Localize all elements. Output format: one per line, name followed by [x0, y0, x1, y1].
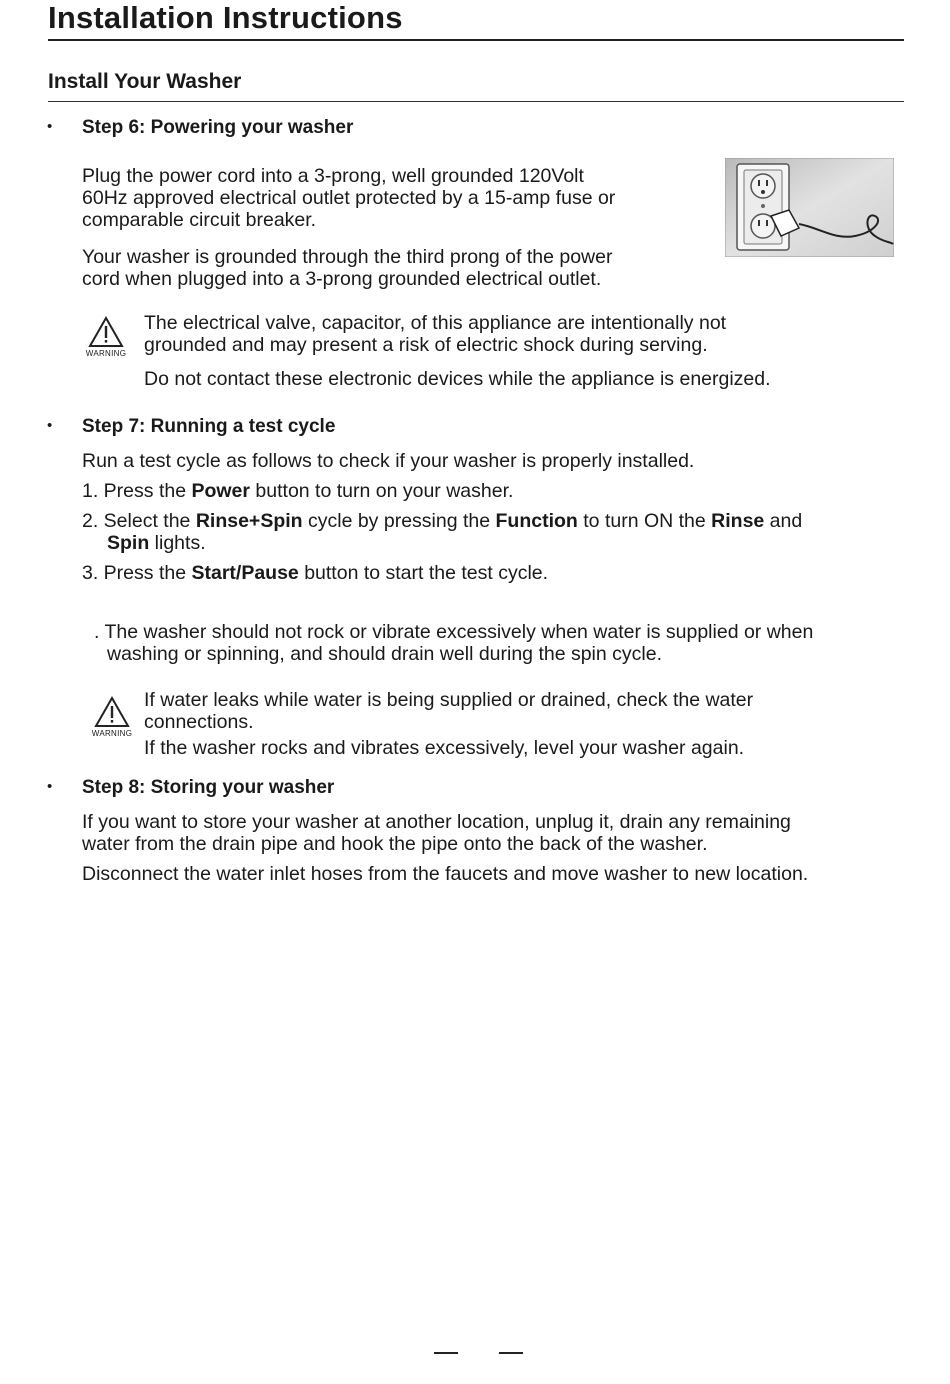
- page-title: Installation Instructions: [48, 0, 403, 35]
- power-label: Power: [191, 480, 250, 502]
- function-label: Function: [495, 510, 578, 532]
- step7-warning-label: WARNING: [91, 729, 133, 738]
- step6-paragraph-2: [82, 246, 612, 290]
- step6-warn-line3: Do not contact these electronic devices while the appliance is energized.: [144, 368, 771, 390]
- step6-bullet: •: [47, 118, 53, 135]
- item1-text-end: button to turn on your washer.: [250, 480, 514, 502]
- item1-text: 1. Press the: [82, 480, 192, 502]
- step7-note-line2: washing or spinning, and should drain well during the spin cycle.: [107, 643, 662, 665]
- item3-text-end: button to start the test cycle.: [298, 562, 549, 584]
- step8-p1-line1: If you want to store your washer at another location, unplug it, drain any remaining: [82, 811, 791, 833]
- step7-warn-line1: If water leaks while water is being supplied or drained, check the water: [144, 689, 754, 711]
- step6-warn-line2: grounded and may present a risk of electric shock during serving.: [144, 334, 708, 356]
- rinse-spin-label: Rinse+Spin: [195, 510, 303, 532]
- step6-p2-line1: Your washer is grounded through the third prong of the power: [82, 246, 613, 268]
- step7-note: [94, 621, 813, 665]
- start-pause-label: Start/Pause: [191, 562, 299, 584]
- step8-paragraph-1: [82, 811, 791, 855]
- step6-warning-label: WARNING: [85, 349, 127, 358]
- item3-text: 3. Press the: [82, 562, 192, 584]
- step6-warn-line1: The electrical valve, capacitor, of this appliance are intentionally not: [144, 312, 727, 334]
- step7-bullet: •: [47, 417, 53, 434]
- step6-p1-line3: comparable circuit breaker.: [82, 209, 317, 231]
- item2-text-end: lights.: [149, 532, 206, 554]
- spin-label: Spin: [107, 532, 150, 554]
- step8-bullet: •: [47, 778, 53, 795]
- step6-p1-line2: 60Hz approved electrical outlet protected by a 15-amp fuse or: [82, 187, 616, 209]
- step6-p2-line2: cord when plugged into a 3-prong grounded electrical outlet.: [82, 268, 602, 290]
- rinse-label: Rinse: [711, 510, 765, 532]
- item2-text: 2. Select the: [82, 510, 196, 532]
- step7-item-3: [82, 562, 548, 584]
- step6-heading: Step 6: Powering your washer: [82, 117, 354, 138]
- step7-note-line1: . The washer should not rock or vibrate excessively when water is supplied or when: [94, 621, 814, 643]
- step8-heading: Step 8: Storing your washer: [82, 777, 335, 798]
- step7-warn-line3: If the washer rocks and vibrates excessively, level your washer again.: [144, 737, 745, 759]
- step7-warning-icon: [88, 696, 136, 738]
- step7-item-1: [82, 480, 513, 502]
- item2-text-mid2: to turn ON the: [577, 510, 712, 532]
- item2-text-mid1: cycle by pressing the: [302, 510, 496, 532]
- step7-heading: Step 7: Running a test cycle: [82, 416, 336, 437]
- step7-warn-line2: connections.: [144, 711, 254, 733]
- item2-text-mid3: and: [764, 510, 803, 532]
- step6-paragraph-1: [82, 165, 615, 231]
- step8-p1-line2: water from the drain pipe and hook the pipe onto the back of the washer.: [82, 833, 708, 855]
- section-title: Install Your Washer: [48, 70, 242, 93]
- step7-warning-text: [144, 689, 753, 733]
- title-divider: [48, 39, 904, 41]
- step6-p1-line1: Plug the power cord into a 3-prong, well grounded 120Volt: [82, 165, 584, 187]
- step6-warning-text: [144, 312, 726, 356]
- step7-item-2: [82, 510, 802, 554]
- step6-warning-icon: [82, 316, 130, 358]
- step8-paragraph-2: Disconnect the water inlet hoses from the faucets and move washer to new location.: [82, 863, 809, 885]
- footer-dash-left: [434, 1352, 458, 1354]
- section-divider: [48, 101, 904, 102]
- step7-intro: Run a test cycle as follows to check if your washer is properly installed.: [82, 450, 695, 472]
- footer-dash-right: [499, 1352, 523, 1354]
- outlet-plug-image: [725, 158, 894, 257]
